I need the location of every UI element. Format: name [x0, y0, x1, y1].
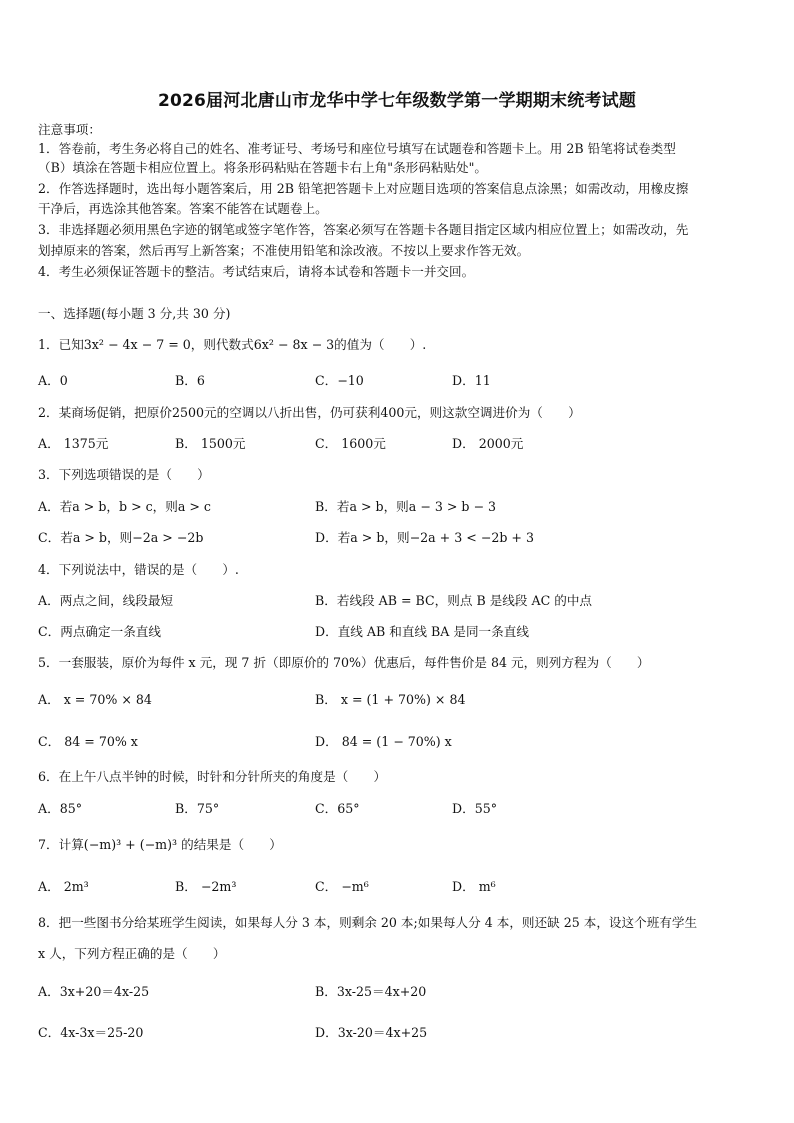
notice-item-2-line-2: 干净后，再选涂其他答案。答案不能答在试题卷上。 [38, 201, 328, 216]
exam-title: 2026届河北唐山市龙华中学七年级数学第一学期期末统考试题 [157, 91, 637, 111]
notice-item-3-line-1: 3．非选择题必须用黑色字迹的钢笔或签字笔作答，答案必须写在答题卡各题目指定区域内相应位置上；如需改动，先 [38, 222, 689, 237]
question-7-option-d: D． m⁶ [452, 879, 496, 894]
question-1-stem: 1．已知3x² − 4x − 7 = 0，则代数式6x² − 8x − 3的值为（ ）. [38, 337, 427, 352]
question-4-option-a: A．两点之间，线段最短 [38, 593, 174, 608]
question-1-option-c: C．−10 [315, 373, 364, 388]
question-5-option-b: B． x = (1 + 70%) × 84 [315, 692, 466, 707]
question-8-option-a: A．3x+20＝4x-25 [38, 984, 150, 999]
question-2-stem: 2．某商场促销，把原价2500元的空调以八折出售，仍可获利400元，则这款空调进价为（ ） [38, 405, 581, 420]
question-6-option-a: A．85° [38, 801, 83, 816]
notice-item-2-line-1: 2．作答选择题时，选出每小题答案后，用 2B 铅笔把答题卡上对应题目选项的答案信息点涂黑；如需改动，用橡皮擦 [38, 181, 689, 196]
question-3-option-b: B．若a > b，则a − 3 > b − 3 [315, 499, 497, 514]
notice-item-4: 4．考生必须保证答题卡的整洁。考试结束后，请将本试卷和答题卡一并交回。 [38, 264, 475, 279]
notice-item-1-line-2: （B）填涂在答题卡相应位置上。将条形码粘贴在答题卡右上角"条形码粘贴处"。 [38, 160, 488, 175]
question-7-stem: 7．计算(−m)³ + (−m)³ 的结果是（ ） [38, 837, 282, 852]
question-2-option-a: A． 1375元 [38, 436, 109, 451]
question-6-option-b: B．75° [175, 801, 220, 816]
question-8-option-b: B．3x-25＝4x+20 [315, 984, 427, 999]
question-2-option-d: D． 2000元 [452, 436, 524, 451]
notice-item-1-line-1: 1．答卷前，考生务必将自己的姓名、准考证号、考场号和座位号填写在试题卷和答题卡上。用 2B 铅笔将试卷类型 [38, 141, 676, 156]
question-8-option-c: C．4x-3x＝25-20 [38, 1025, 144, 1040]
question-4-option-c: C．两点确定一条直线 [38, 624, 161, 639]
question-8-option-d: D．3x-20＝4x+25 [315, 1025, 428, 1040]
question-5-option-c: C． 84 = 70% x [38, 734, 138, 749]
section-1-heading: 一、选择题(每小题 3 分,共 30 分) [38, 306, 231, 321]
notice-heading: 注意事项： [38, 122, 101, 137]
question-6-option-d: D．55° [452, 801, 498, 816]
question-3-option-a: A．若a > b，b > c，则a > c [38, 499, 211, 514]
question-3-option-c: C．若a > b，则−2a > −2b [38, 530, 204, 545]
question-7-option-a: A． 2m³ [38, 879, 89, 894]
notice-item-3-line-2: 划掉原来的答案，然后再写上新答案；不准使用铅笔和涂改液。不按以上要求作答无效。 [38, 243, 530, 258]
question-1-option-b: B．6 [175, 373, 205, 388]
question-3-stem: 3．下列选项错误的是（ ） [38, 467, 210, 482]
question-8-stem-line-2: x 人，下列方程正确的是（ ） [38, 946, 226, 961]
question-4-stem: 4．下列说法中，错误的是（ ）. [38, 562, 239, 577]
question-5-option-a: A． x = 70% × 84 [38, 692, 152, 707]
question-6-option-c: C．65° [315, 801, 360, 816]
question-2-option-b: B． 1500元 [175, 436, 246, 451]
question-7-option-c: C． −m⁶ [315, 879, 369, 894]
question-4-option-d: D．直线 AB 和直线 BA 是同一条直线 [315, 624, 529, 639]
question-3-option-d: D．若a > b，则−2a + 3 < −2b + 3 [315, 530, 535, 545]
question-6-stem: 6．在上午八点半钟的时候，时针和分针所夹的角度是（ ） [38, 769, 387, 784]
question-1-option-a: A．0 [38, 373, 68, 388]
question-5-option-d: D． 84 = (1 − 70%) x [315, 734, 452, 749]
question-2-option-c: C． 1600元 [315, 436, 386, 451]
question-7-option-b: B． −2m³ [175, 879, 237, 894]
question-8-stem-line-1: 8．把一些图书分给某班学生阅读，如果每人分 3 本，则剩余 20 本;如果每人分 4 本，则还缺 25 本，设这个班有学生 [38, 915, 698, 930]
question-5-stem: 5．一套服装，原价为每件 x 元，现 7 折（即原价的 70%）优惠后，每件售价是 84 元，则列方程为（ ） [38, 655, 650, 670]
question-1-option-d: D．11 [452, 373, 491, 388]
question-4-option-b: B．若线段 AB = BC，则点 B 是线段 AC 的中点 [315, 593, 593, 608]
